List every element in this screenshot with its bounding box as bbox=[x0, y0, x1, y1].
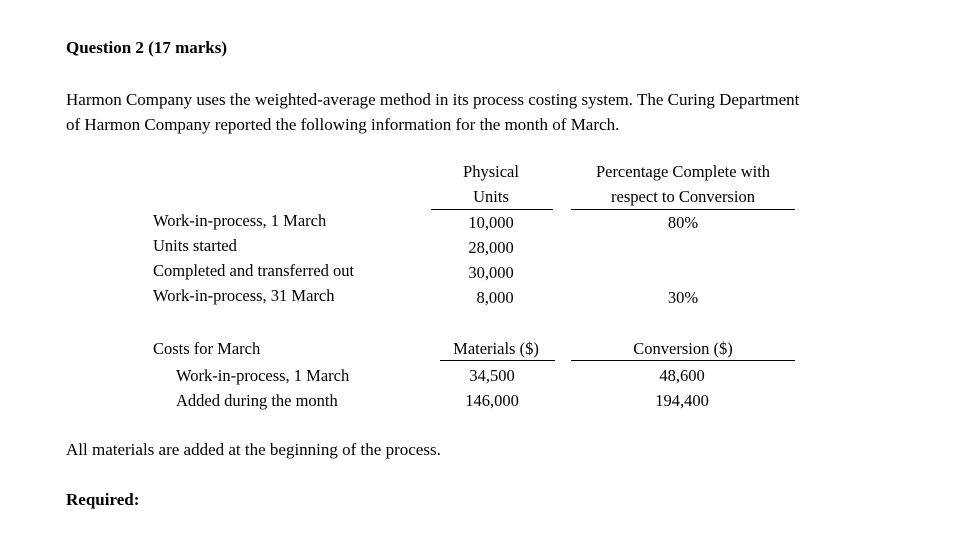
units-row-label: Work-in-process, 31 March bbox=[153, 286, 335, 305]
units-row-label: Work-in-process, 1 March bbox=[153, 211, 327, 230]
cost-row-label: Work-in-process, 1 March bbox=[176, 366, 350, 385]
intro-paragraph bbox=[66, 87, 896, 137]
units-row-value: 8,000 bbox=[476, 288, 514, 307]
cost-row-materials: 146,000 bbox=[465, 391, 519, 410]
costs-label: Costs for March bbox=[153, 339, 261, 358]
intro-line-1: Harmon Company uses the weighted-average method in its process costing system. The Curing Department bbox=[66, 90, 800, 109]
cost-row-conversion: 194,400 bbox=[655, 391, 709, 410]
units-header-rule bbox=[431, 209, 553, 210]
required-heading: Required: bbox=[66, 490, 140, 509]
units-header-line-1: Physical bbox=[463, 162, 519, 181]
conversion-header-rule bbox=[571, 360, 795, 361]
intro-line-2: of Harmon Company reported the following information for the month of March. bbox=[66, 115, 620, 134]
cost-row-label: Added during the month bbox=[176, 391, 338, 410]
units-row-label: Units started bbox=[153, 236, 237, 255]
units-row-label: Completed and transferred out bbox=[153, 261, 355, 280]
cost-row-materials: 34,500 bbox=[469, 366, 515, 385]
question-title: Question 2 (17 marks) bbox=[66, 38, 228, 57]
pct-header-line-2: respect to Conversion bbox=[611, 187, 755, 206]
units-row-value: 28,000 bbox=[468, 238, 514, 257]
materials-note: All materials are added at the beginning of the process. bbox=[66, 440, 441, 459]
units-header-line-2: Units bbox=[473, 187, 509, 206]
pct-header-line-1: Percentage Complete with bbox=[595, 162, 771, 181]
materials-header: Materials ($) bbox=[453, 339, 539, 358]
units-row-value: 10,000 bbox=[468, 213, 514, 232]
units-row-pct: 30% bbox=[667, 288, 699, 307]
units-row-value: 30,000 bbox=[468, 263, 514, 282]
materials-header-rule bbox=[440, 360, 555, 361]
cost-row-conversion: 48,600 bbox=[659, 366, 705, 385]
units-row-pct: 80% bbox=[667, 213, 699, 232]
conversion-header: Conversion ($) bbox=[633, 339, 733, 358]
pct-header-rule bbox=[571, 209, 795, 210]
